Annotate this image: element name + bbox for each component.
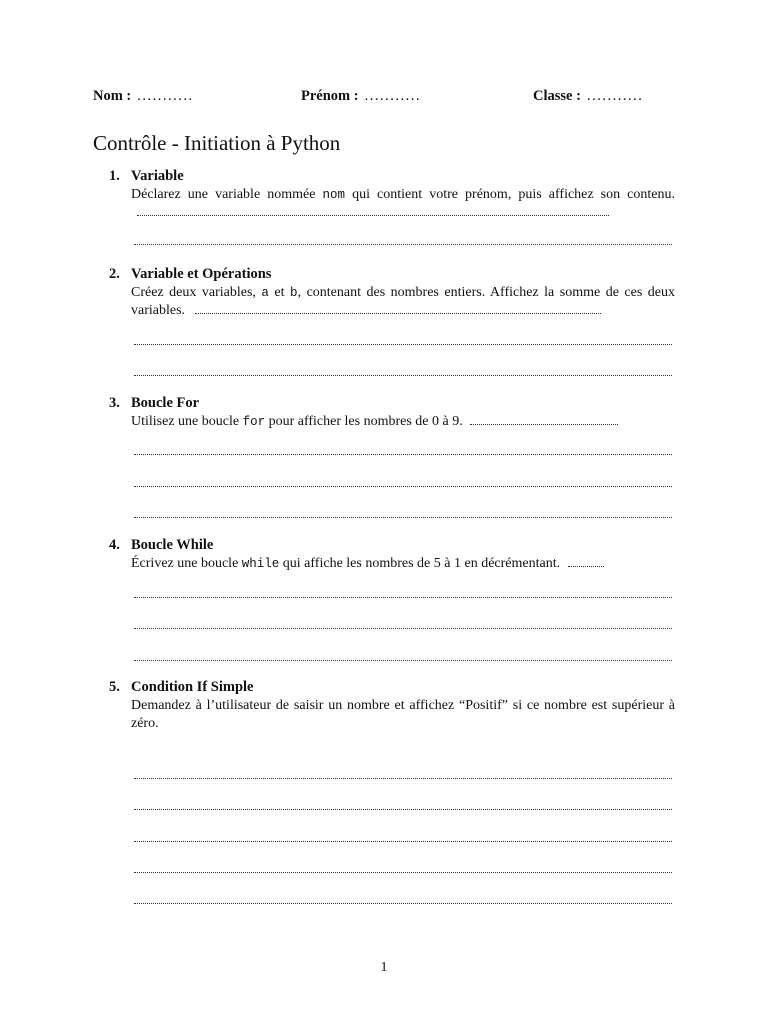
question-3-number: 3.	[109, 395, 120, 411]
prenom-field[interactable]	[301, 88, 421, 105]
prenom-blank[interactable]: ...........	[364, 88, 421, 104]
classe-label: Classe :	[533, 88, 581, 104]
question-1-heading	[109, 168, 184, 185]
question-2-prompt	[131, 284, 675, 320]
question-5-title: Condition If Simple	[131, 679, 254, 695]
nom-field[interactable]	[93, 88, 194, 105]
question-2-code-b: b	[290, 286, 298, 300]
question-2-text-b: et	[268, 285, 291, 300]
classe-field[interactable]	[533, 88, 643, 105]
answer-line[interactable]	[134, 903, 672, 904]
question-4-text-a: Écrivez une boucle	[131, 556, 242, 571]
answer-line[interactable]	[134, 375, 672, 376]
student-info-header	[93, 88, 673, 108]
question-1-answer-tail[interactable]	[137, 215, 609, 216]
question-2-answer-tail[interactable]	[195, 313, 601, 314]
question-4-prompt	[131, 555, 675, 573]
classe-blank[interactable]: ...........	[586, 88, 644, 104]
question-2-code-a: a	[261, 286, 269, 300]
question-4-code-while: while	[241, 557, 280, 571]
page-number: 1	[380, 960, 388, 975]
question-2-text-c: , contenant des nombres entiers. Affichez la somme de ces deux variables.	[131, 285, 676, 318]
question-1-prompt	[131, 186, 675, 222]
answer-line[interactable]	[134, 778, 672, 779]
answer-line[interactable]	[134, 454, 672, 455]
question-3-text-b: pour afficher les nombres de 0 à 9.	[265, 414, 463, 429]
question-5-heading	[109, 679, 253, 696]
prenom-label: Prénom :	[301, 88, 359, 104]
page-title: Contrôle - Initiation à Python	[93, 131, 341, 155]
question-1-number: 1.	[109, 168, 120, 184]
nom-label: Nom :	[93, 88, 132, 104]
question-2-number: 2.	[109, 266, 120, 282]
question-5-text-a: Demandez à l’utilisateur de saisir un nombre et affichez “Positif” si ce nombre est supérieur à zéro.	[131, 698, 675, 731]
answer-line[interactable]	[134, 517, 672, 518]
nom-blank[interactable]: ...........	[137, 88, 194, 104]
answer-line[interactable]	[134, 660, 672, 661]
question-3-answer-tail[interactable]	[470, 424, 618, 425]
question-2-text-a: Créez deux variables,	[131, 285, 262, 300]
answer-line[interactable]	[134, 244, 672, 245]
answer-line[interactable]	[134, 344, 672, 345]
question-4-heading	[109, 537, 213, 554]
question-1-code-nom: nom	[322, 188, 346, 202]
question-1-text-a: Déclarez une variable nommée	[131, 187, 323, 202]
question-1-text-b: qui contient votre prénom, puis affichez son contenu.	[345, 187, 675, 202]
question-5-prompt	[131, 697, 675, 733]
answer-line[interactable]	[134, 872, 672, 873]
answer-line[interactable]	[134, 486, 672, 487]
question-2-heading	[109, 266, 271, 283]
question-3-code-for: for	[242, 415, 266, 429]
question-2-title: Variable et Opérations	[131, 266, 272, 282]
question-5-number: 5.	[109, 679, 120, 695]
question-3-heading	[109, 395, 199, 412]
answer-line[interactable]	[134, 809, 672, 810]
question-3-prompt	[131, 413, 675, 431]
answer-line[interactable]	[134, 597, 672, 598]
question-4-title: Boucle While	[131, 537, 214, 553]
question-4-answer-tail[interactable]	[568, 566, 604, 567]
question-3-title: Boucle For	[131, 395, 200, 411]
question-4-number: 4.	[109, 537, 120, 553]
question-3-text-a: Utilisez une boucle	[131, 414, 243, 429]
question-1-title: Variable	[131, 168, 184, 184]
question-4-text-b: qui affiche les nombres de 5 à 1 en décrémentant.	[279, 556, 561, 571]
answer-line[interactable]	[134, 628, 672, 629]
answer-line[interactable]	[134, 841, 672, 842]
